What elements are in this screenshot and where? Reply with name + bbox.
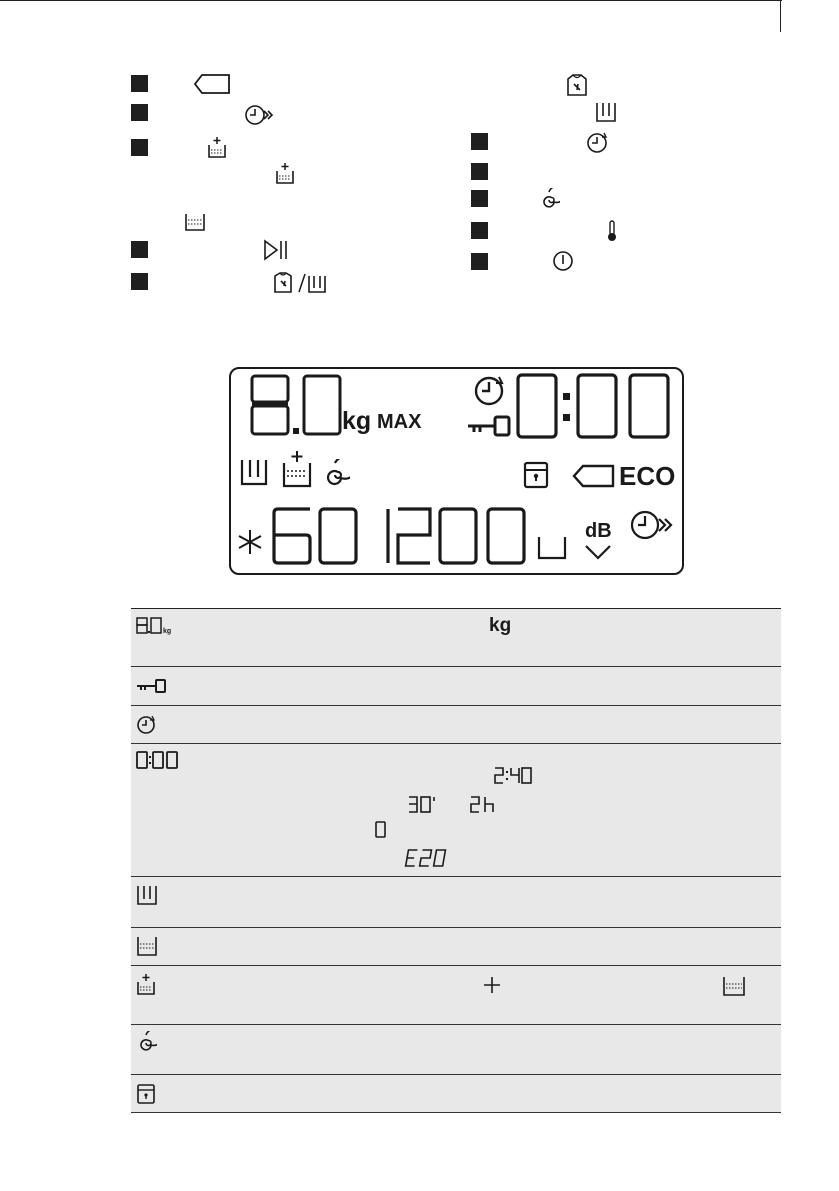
page-top-rule xyxy=(0,0,782,1)
callout-marker xyxy=(131,241,148,258)
time-value xyxy=(514,371,516,372)
temperature-icon xyxy=(605,219,619,243)
power-icon xyxy=(551,249,575,273)
spin-icon xyxy=(320,459,350,489)
door-icon xyxy=(135,1082,157,1106)
extra-rinse-icon xyxy=(206,135,228,159)
load-unit-label: kg xyxy=(342,407,372,435)
lcd-2h-icon xyxy=(469,795,499,815)
delay-clock-icon xyxy=(135,713,159,737)
lcd-e20-icon xyxy=(404,847,450,869)
key-lock-icon xyxy=(466,413,512,439)
table-row xyxy=(131,877,781,928)
wash-tub-icon xyxy=(721,975,747,997)
time-saver-icon xyxy=(628,507,676,543)
table-row xyxy=(131,744,781,877)
table-row xyxy=(131,1025,781,1075)
tub-icon xyxy=(536,533,568,561)
temperature-value xyxy=(270,505,271,506)
table-row xyxy=(131,966,781,1025)
extra-rinse-icon xyxy=(274,161,296,185)
start-pause-icon xyxy=(262,238,292,262)
symbol-table xyxy=(131,608,781,1113)
callout-marker xyxy=(471,163,488,180)
anti-crease-icon xyxy=(235,527,265,557)
spin-speed-digits-icon xyxy=(380,505,530,567)
svg-text:kg: kg xyxy=(163,628,172,635)
callout-marker xyxy=(471,133,488,150)
rinse-icon xyxy=(135,883,159,907)
door-icon xyxy=(522,460,550,490)
lcd-30min-icon xyxy=(407,795,441,815)
time-saver-icon xyxy=(243,103,277,127)
table-row xyxy=(131,1075,781,1113)
table-row xyxy=(131,667,781,706)
load-max-label: MAX xyxy=(377,411,422,433)
time-digits-icon xyxy=(135,750,181,770)
load-digits-icon xyxy=(248,372,348,438)
stain-icon xyxy=(566,73,588,97)
key-lock-icon xyxy=(135,678,169,694)
eco-tag-icon xyxy=(572,463,616,489)
plus-text xyxy=(131,966,132,967)
spin-icon xyxy=(135,1031,157,1055)
lcd-0-icon xyxy=(374,820,388,840)
callout-marker xyxy=(131,273,148,290)
callout-marker xyxy=(131,75,148,92)
table-row xyxy=(131,706,781,744)
callout-marker xyxy=(131,139,148,156)
lcd-240-icon xyxy=(493,766,533,786)
lcd-e20-text xyxy=(131,744,133,745)
delay-clock-icon xyxy=(472,373,508,409)
wash-tub-icon xyxy=(135,935,159,957)
callout-marker xyxy=(131,104,148,121)
stain-rinse-icon xyxy=(271,270,329,296)
time-digits-icon xyxy=(514,371,674,441)
callout-marker xyxy=(471,190,488,207)
table-row xyxy=(131,608,781,667)
table-row xyxy=(131,928,781,966)
spin-speed-value xyxy=(380,505,382,506)
temperature-digits-icon xyxy=(270,505,362,567)
wash-tub-icon xyxy=(183,212,207,232)
chevron-down-icon xyxy=(583,543,613,563)
rinse-icon xyxy=(239,457,269,487)
extra-rinse-icon xyxy=(281,449,313,489)
callout-marker xyxy=(471,222,488,239)
load-8kg-icon xyxy=(135,615,179,637)
kg-unit-icon: kg xyxy=(489,615,512,636)
callout-marker xyxy=(471,253,488,270)
eco-tag-icon xyxy=(193,73,231,95)
rinse-icon xyxy=(594,100,618,124)
eco-label: ECO xyxy=(619,461,676,491)
spin-icon xyxy=(538,188,560,212)
plus-icon xyxy=(482,975,502,995)
delay-clock-icon xyxy=(584,130,610,156)
extra-rinse-icon xyxy=(135,972,157,996)
page-top-rule-end xyxy=(780,0,781,32)
sound-label: dB xyxy=(585,520,612,542)
